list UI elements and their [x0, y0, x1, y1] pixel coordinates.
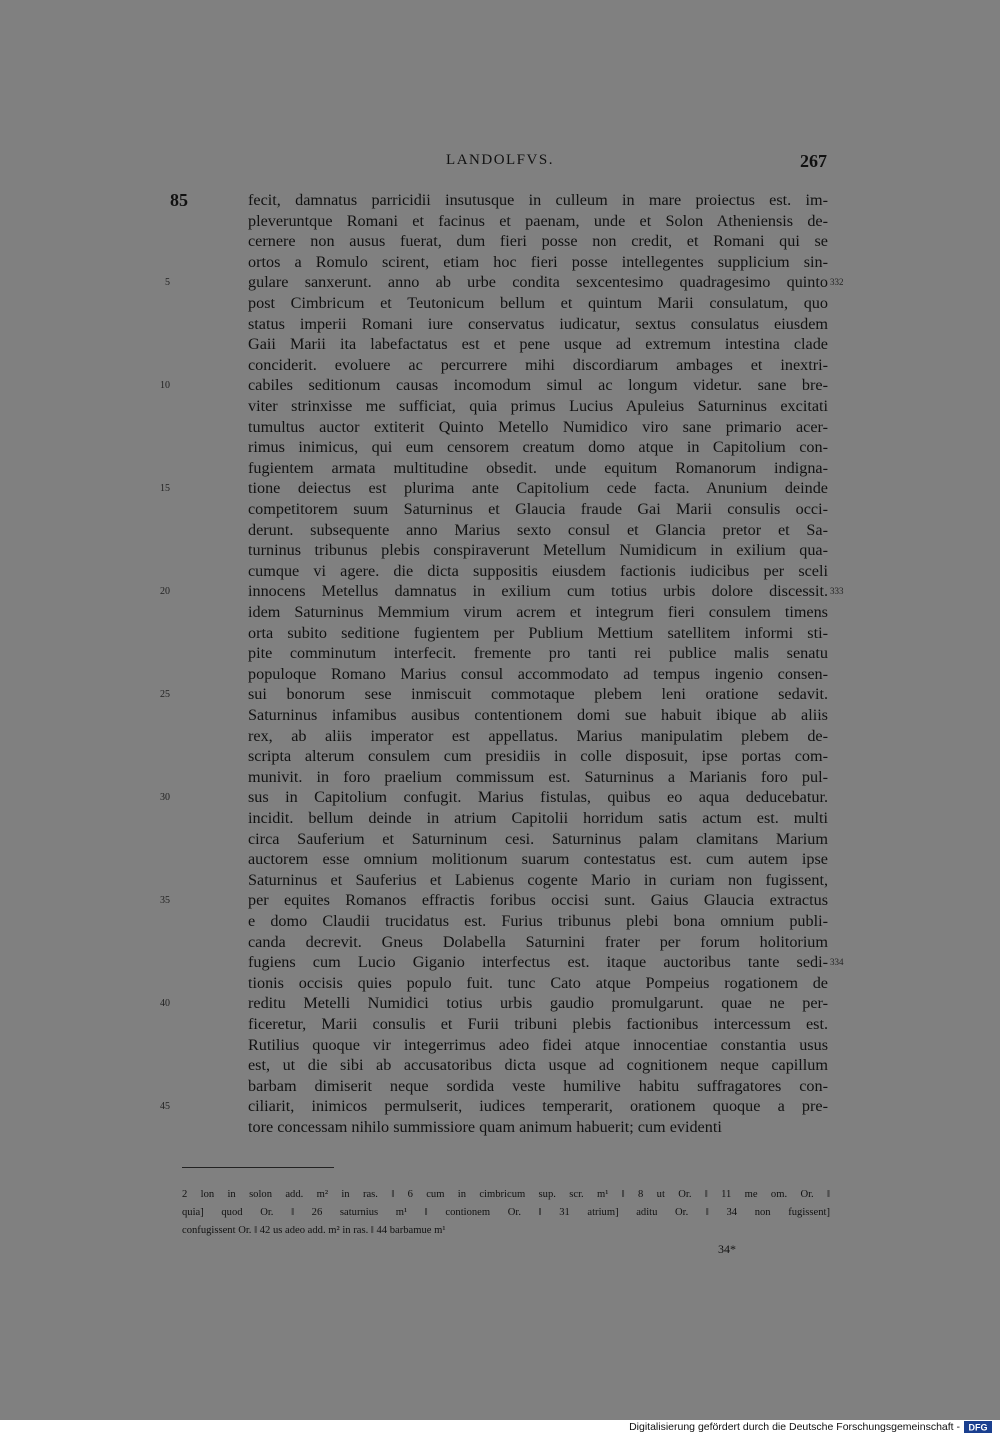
text-line: pleveruntque Romani et facinus et paenam, unde et Solon Atheniensis de-: [248, 211, 828, 230]
text-line: tore concessam nihilo summissiore quam animum habuerit; cum evidenti: [248, 1118, 722, 1136]
text-line: rimus inimicus, qui eum censorem creatum domo atque in Capitolium con-: [248, 438, 828, 457]
text-line: munivit. in foro praelium commissum est. Saturninus a Marianis foro pul-: [248, 767, 828, 786]
text-line: competitorem suum Saturninus et Glaucia fraude Gai Marii consulis occi-: [248, 500, 828, 518]
text-line: cernere non ausus fuerat, dum fieri posse non credit, et Romani qui se: [248, 232, 828, 251]
dfg-logo-icon: [964, 1421, 992, 1433]
text-line: per equites Romanos effractis foribus occisi sunt. Gaius Glaucia extractus: [248, 891, 828, 910]
margin-reference: 332: [830, 277, 844, 288]
text-line: Saturninus et Sauferius et Labienus cogente Mario in curiam non fugissent,: [248, 870, 828, 889]
line-number: 20: [160, 586, 170, 598]
line-number: 30: [160, 792, 170, 804]
chapter-number: 85: [170, 190, 188, 210]
text-line: incidit. bellum deinde in atrium Capitolii horridum satis actum est. multi: [248, 809, 828, 827]
footnote-line: quia] quod Or. ‖ 26 saturnius m¹ ‖ contionem Or. ‖ 31 atrium] aditu Or. ‖ 34 non fugissent]: [182, 1207, 830, 1218]
text-line: auctorem esse omnium molitionum suarum contestatus est. cum autem ipse: [248, 850, 828, 869]
text-line: fugientem armata multitudine obsedit. unde equitum Romanorum indigna-: [248, 458, 828, 477]
text-line: tionis occisis quies populo fuit. tunc Cato atque Pompeius rogationem de: [248, 973, 828, 992]
text-line: Rutilius quoque vir integerrimus adeo fidei atque innocentiae constantia usus: [248, 1035, 828, 1054]
footer-bar: [0, 1420, 1000, 1434]
text-line: barbam dimiserit neque sordida veste humilive habitu suffragatores con-: [248, 1076, 828, 1095]
text-line: sui bonorum sese inmiscuit commotaque plebem leni oratione sedavit.: [248, 685, 828, 704]
text-line: populoque Romano Marius consul accommodato ad tempus ingenio consen-: [248, 664, 828, 683]
dfg-logo-text: DFG: [968, 1422, 988, 1433]
text-line: post Cimbricum et Teutonicum bellum et quintum Marii consulatum, quo: [248, 294, 828, 312]
footer-credit: Digitalisierung gefördert durch die Deutsche Forschungsgemeinschaft -: [629, 1421, 960, 1433]
text-line: cabiles seditionum causas incomodum simul ac longum videtur. sane bre-: [248, 376, 828, 395]
margin-reference: 334: [830, 957, 844, 968]
text-line: est, ut die sibi ab accusatoribus dicta usque ad cognitionem neque capillum: [248, 1056, 828, 1075]
line-number: 25: [160, 689, 170, 701]
text-line: fecit, damnatus parricidii insutusque in culleum in mare proiectus est. im-: [248, 191, 828, 209]
text-line: status imperii Romani iure conservatus iudicatur, sextus consulatus eiusdem: [248, 314, 828, 333]
footnote-line: confugissent Or. ‖ 42 us adeo add. m² in ras. ‖ 44 barbamue m¹: [182, 1225, 446, 1236]
text-line: pite comminutum interfecit. fremente pro tanti rei publice malis senatu: [248, 644, 828, 663]
text-line: ortos a Romulo scirent, etiam hoc fieri posse intellegentes supplicium sin-: [248, 252, 828, 271]
text-line: innocens Metellus damnatus in exilium cum totius urbis dolore discessit.: [248, 582, 828, 601]
text-line: derunt. subsequente anno Marius sexto consul et Glancia pretor et Sa-: [248, 520, 828, 539]
text-line: Saturninus infamibus ausibus contentionem domi sue habuit ibique ab aliis: [248, 706, 828, 724]
footnote-line: 2 lon in solon add. m² in ras. ‖ 6 cum in cimbricum sup. scr. m¹ ‖ 8 ut Or. ‖ 11 me om. Or. ‖: [182, 1189, 830, 1200]
text-line: ciliarit, inimicos permulserit, iudices temperarit, orationem quoque a pre-: [248, 1097, 828, 1116]
text-line: idem Saturninus Memmium virum acrem et integrum fieri consulem timens: [248, 603, 828, 621]
text-line: fugiens cum Lucio Giganio interfectus est. itaque auctoribus tante sedi-: [248, 953, 828, 972]
line-number: 15: [160, 483, 170, 495]
text-line: gulare sanxerunt. anno ab urbe condita sexcentesimo quadragesimo quinto: [248, 273, 828, 292]
text-line: rex, ab aliis imperator est appellatus. Marius manipulatim plebem de-: [248, 726, 828, 745]
line-number: 35: [160, 895, 170, 907]
text-line: canda decrevit. Gneus Dolabella Saturnini frater per forum holitorium: [248, 932, 828, 951]
text-line: orta subito seditione fugientem per Publium Mettium satellitem informi sti-: [248, 623, 828, 642]
text-line: Gaii Marii ita labefactatus est et pene usque ad extremum intestina clade: [248, 335, 828, 354]
text-line: tione deiectus est plurima ante Capitolium cede facta. Anunium deinde: [248, 479, 828, 498]
line-number: 10: [160, 380, 170, 392]
text-line: ficeretur, Marii consulis et Furii tribuni plebis factionibus intercessum est.: [248, 1015, 828, 1033]
signature-mark: 34*: [718, 1242, 736, 1256]
footnote-rule: [182, 1167, 334, 1168]
line-number: 45: [160, 1101, 170, 1113]
text-line: circa Sauferium et Saturninum cesi. Saturninus palam clamitans Marium: [248, 829, 828, 848]
line-number: 5: [165, 277, 170, 289]
text-line: conciderit. evoluere ac percurrere mihi discordiarum ambages et inextri-: [248, 355, 828, 374]
text-line: turninus tribunus plebis conspiraverunt Metellum Numidicum in exilium qua-: [248, 541, 828, 560]
text-line: viter strinxisse me sufficiat, quia primus Lucius Apuleius Saturninus excitati: [248, 397, 828, 415]
running-title: LANDOLFVS.: [446, 152, 554, 168]
text-line: reditu Metelli Numidici totius urbis gaudio promulgarunt. quae ne per-: [248, 994, 828, 1013]
page-number: 267: [800, 151, 827, 171]
text-line: tumultus auctor extiterit Quinto Metello Numidico viro sane primario acer-: [248, 417, 828, 436]
margin-reference: 333: [830, 586, 844, 597]
text-line: scripta alterum consulem cum presidiis in colle disposuit, ipse portas com-: [248, 747, 828, 766]
text-line: sus in Capitolium confugit. Marius fistulas, quibus eo aqua deducebatur.: [248, 788, 828, 807]
line-number: 40: [160, 998, 170, 1010]
text-line: cumque vi agere. die dicta suppositis eiusdem factionis iudicibus per sceli: [248, 561, 828, 580]
text-line: e domo Claudii trucidatus est. Furius tribunus plebi bona omnium publi-: [248, 912, 828, 930]
